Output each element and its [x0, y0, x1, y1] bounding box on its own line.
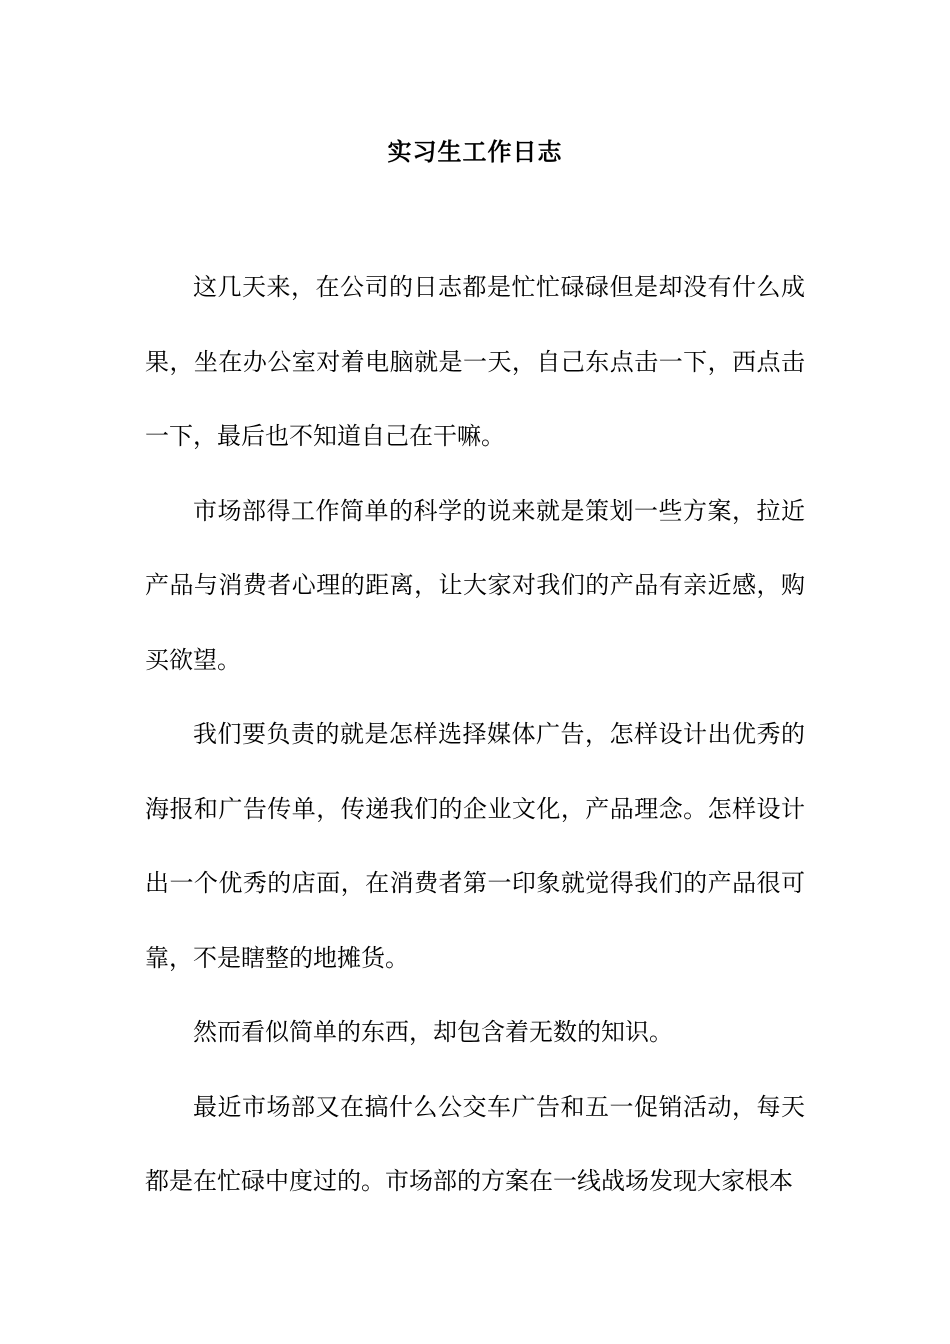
- document-body: [145, 250, 805, 1219]
- paragraph-3: 我们要负责的就是怎样选择媒体广告，怎样设计出优秀的海报和广告传单，传递我们的企业文化，产品理念。怎样设计出一个优秀的店面，在消费者第一印象就觉得我们的产品很可靠，不是瞎整的地摊货。: [145, 720, 805, 972]
- paragraph-4: 然而看似简单的东西，却包含着无数的知识。: [193, 1018, 673, 1046]
- paragraph-5: 最近市场部又在搞什么公交车广告和五一促销活动，每天都是在忙碌中度过的。市场部的方案在一线战场发现大家根本: [145, 1092, 805, 1195]
- document-title: 实习生工作日志: [387, 137, 563, 166]
- paragraph-2: 市场部得工作简单的科学的说来就是策划一些方案，拉近产品与消费者心理的距离，让大家对我们的产品有亲近感，购买欲望。: [145, 496, 805, 674]
- paragraph-1: 这几天来，在公司的日志都是忙忙碌碌但是却没有什么成果，坐在办公室对着电脑就是一天，自己东点击一下，西点击一下，最后也不知道自己在干嘛。: [145, 273, 805, 450]
